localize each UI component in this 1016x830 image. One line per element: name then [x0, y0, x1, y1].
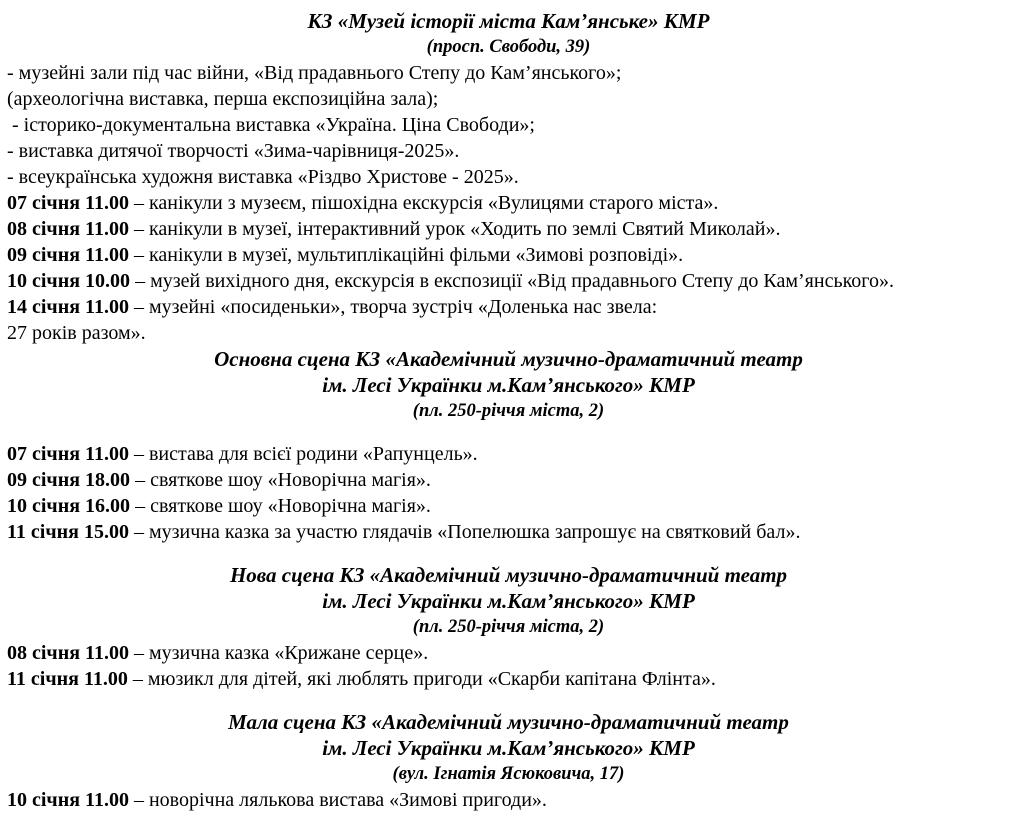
event-description: – новорічна лялькова вистава «Зимові пригоди».	[128, 789, 547, 811]
text-line	[7, 86, 1010, 112]
event-description: – канікули в музеї, інтерактивний урок «Ходить по землі Святий Миколай».	[128, 218, 781, 240]
event-line	[7, 787, 1010, 813]
section-heading: ім. Лесі Українки м.Кам’янського» КМР	[322, 589, 695, 613]
event-date: 10 січня 11.00	[7, 789, 129, 811]
section-small-stage	[7, 709, 1010, 813]
event-date: 14 січня 11.00	[7, 296, 129, 318]
line-text: - музейні зали під час війни, «Від прадавнього Степу до Кам’янського»;	[7, 62, 622, 84]
line-text: - всеукраїнська художня виставка «Різдво Христове - 2025».	[7, 166, 519, 188]
event-line	[7, 242, 1010, 268]
event-line	[7, 493, 1010, 519]
event-line	[7, 190, 1010, 216]
section-heading: ім. Лесі Українки м.Кам’янського» КМР	[322, 373, 695, 397]
line-text: 27 років разом».	[7, 322, 146, 344]
section-heading: ім. Лесі Українки м.Кам’янського» КМР	[322, 736, 695, 760]
event-date: 07 січня 11.00	[7, 443, 129, 465]
text-line	[7, 320, 1010, 346]
event-date: 08 січня 11.00	[7, 218, 129, 240]
event-description: – музична казка за участю глядачів «Попелюшка запрошує на святковий бал».	[128, 521, 801, 543]
section-heading: Нова сцена КЗ «Академічний музично-драматичний театр	[229, 563, 788, 587]
event-description: – музична казка «Крижане серце».	[128, 642, 429, 664]
line-text: - виставка дитячої творчості «Зима-чарівниця-2025».	[7, 140, 460, 162]
event-line	[7, 519, 1010, 545]
text-line	[7, 164, 1010, 190]
section-address: (просп. Свободи, 39)	[426, 37, 591, 57]
text-line	[7, 138, 1010, 164]
event-date: 11 січня 11.00	[7, 668, 128, 690]
section-heading: КЗ «Музей історії міста Кам’янське» КМР	[307, 9, 710, 33]
section-address: (пл. 250-річчя міста, 2)	[412, 617, 605, 637]
blank-line	[7, 545, 1010, 562]
event-date: 08 січня 11.00	[7, 642, 129, 664]
event-date: 10 січня 10.00	[7, 270, 131, 292]
event-date: 10 січня 16.00	[7, 495, 131, 517]
event-date: 11 січня 15.00	[7, 521, 129, 543]
section-new-stage	[7, 562, 1010, 692]
blank-line	[7, 424, 1010, 441]
event-line	[7, 441, 1010, 467]
event-date: 07 січня 11.00	[7, 192, 129, 214]
event-line	[7, 268, 1010, 294]
line-text: - історико-документальна виставка «Україна. Ціна Свободи»;	[7, 114, 535, 136]
event-description: – музей вихідного дня, екскурсія в експозиції «Від прадавнього Степу до Кам’янського».	[130, 270, 894, 292]
event-date: 09 січня 11.00	[7, 244, 129, 266]
text-line	[7, 60, 1010, 86]
section-heading: Мала сцена КЗ «Академічний музично-драматичний театр	[228, 710, 789, 734]
section-heading: Основна сцена КЗ «Академічний музично-драматичний театр	[214, 347, 803, 371]
line-text: (археологічна виставка, перша експозиційна зала);	[7, 88, 439, 110]
section-address: (пл. 250-річчя міста, 2)	[412, 401, 605, 421]
event-description: – святкове шоу «Новорічна магія».	[130, 469, 431, 491]
event-line	[7, 216, 1010, 242]
blank-line	[7, 692, 1010, 709]
event-line	[7, 666, 1010, 692]
section-museum	[7, 8, 1010, 346]
event-description: – музейні «посиденьки», творча зустріч «Доленька нас звела:	[128, 296, 658, 318]
section-address: (вул. Ігнатія Ясюковича, 17)	[392, 764, 625, 784]
event-line	[7, 294, 1010, 320]
event-description: – канікули з музеєм, пішохідна екскурсія «Вулицями старого міста».	[128, 192, 719, 214]
event-description: – канікули в музеї, мультиплікаційні фільми «Зимові розповіді».	[128, 244, 684, 266]
text-line	[7, 112, 1010, 138]
event-description: – святкове шоу «Новорічна магія».	[130, 495, 431, 517]
event-description: – вистава для всієї родини «Рапунцель».	[128, 443, 478, 465]
event-description: – мюзикл для дітей, які люблять пригоди «Скарби капітана Флінта».	[127, 668, 716, 690]
event-date: 09 січня 18.00	[7, 469, 131, 491]
section-main-stage	[7, 346, 1010, 545]
event-line	[7, 640, 1010, 666]
event-line	[7, 467, 1010, 493]
